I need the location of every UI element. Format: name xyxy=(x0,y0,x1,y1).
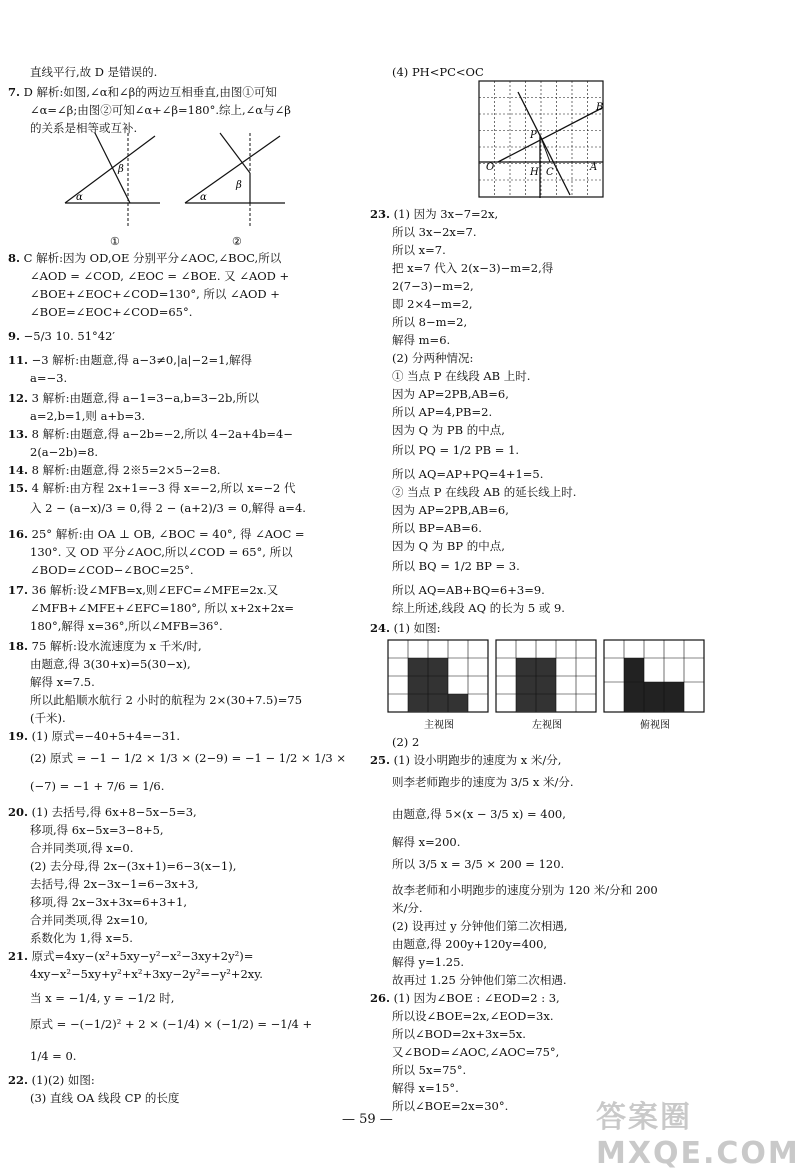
text-line: 合并同类项,得 x=0. xyxy=(30,841,134,855)
text-line: 所以 5x=75°. xyxy=(392,1063,467,1077)
text-line: ∠AOD = ∠COD, ∠EOC = ∠BOE. 又 ∠AOD + xyxy=(30,269,290,283)
text-line: 所以 AQ=AP+PQ=4+1=5. xyxy=(392,467,544,481)
text-line: 13. 8 解析:由题意,得 a−2b=−2,所以 4−2a+4b=4− xyxy=(8,427,293,441)
watermark xyxy=(596,1092,800,1171)
text-line: 所以 PQ = 1/2 PB = 1. xyxy=(392,443,520,457)
text-line: 米/分. xyxy=(392,901,423,915)
text-line: 所以∠BOD=2x+3x=5x. xyxy=(392,1027,526,1041)
text-line: 24. (1) 如图: xyxy=(370,621,441,635)
text-line: 所以 AQ=AB+BQ=6+3=9. xyxy=(392,583,545,597)
front-view xyxy=(388,640,488,731)
text-line: 所以∠BOE=2x=30°. xyxy=(392,1099,509,1113)
grid-label-h: H xyxy=(530,167,539,178)
page-number: — 59 — xyxy=(342,1112,393,1127)
text-line: 去括号,得 2x−3x−1=6−3x+3, xyxy=(30,877,199,891)
text-line: 直线平行,故 D 是错误的. xyxy=(30,65,158,79)
text-line: ② 当点 P 在线段 AB 的延长线上时. xyxy=(392,485,577,499)
grid-label-a: A xyxy=(590,162,598,173)
text-line: 即 2×4−m=2, xyxy=(392,297,473,311)
text-line: 合并同类项,得 2x=10, xyxy=(30,913,149,927)
text-line: 180°,解得 x=36°,所以∠MFB=36°. xyxy=(30,619,223,633)
grid-label-c: C xyxy=(546,167,554,178)
text-line: 130°. 又 OD 平分∠AOC,所以∠COD = 65°, 所以 xyxy=(30,545,293,559)
text-line: 因为 Q 为 BP 的中点, xyxy=(392,539,505,553)
grid-figure xyxy=(478,80,604,198)
text-line: 故李老师和小明跑步的速度分别为 120 米/分和 200 xyxy=(392,883,658,897)
text-line: 22. (1)(2) 如图: xyxy=(8,1073,95,1087)
beta-label-1: β xyxy=(118,164,124,175)
text-line: 由题意,得 200y+120y=400, xyxy=(392,937,548,951)
top-view-label: 俯视图 xyxy=(640,720,670,731)
text-line: (3) 直线 OA 线段 CP 的长度 xyxy=(30,1091,180,1105)
text-line: a=−3. xyxy=(30,371,68,385)
grid-label-b: B xyxy=(596,102,604,113)
text-line: ① 当点 P 在线段 AB 上时. xyxy=(392,369,531,383)
text-line: 12. 3 解析:由题意,得 a−1=3−a,b=3−2b,所以 xyxy=(8,391,260,405)
top-view xyxy=(604,640,704,731)
text-line: (4) PH<PC<OC xyxy=(392,65,484,79)
text-line: (千米). xyxy=(30,711,66,725)
text-line: 解得 x=7.5. xyxy=(30,675,95,689)
text-line: 所以 BQ = 1/2 BP = 3. xyxy=(392,559,520,573)
text-line: (2) 设再过 y 分钟他们第二次相遇, xyxy=(392,919,568,933)
text-line: 1/4 = 0. xyxy=(30,1049,77,1063)
text-line: 21. 原式=4xy−(x²+5xy−y²−x²−3xy+2y²)= xyxy=(8,949,254,963)
text-line: 2(a−2b)=8. xyxy=(30,445,99,459)
text-line: 所以此船顺水航行 2 小时的航程为 2×(30+7.5)=75 xyxy=(30,693,303,707)
text-line: 8. C 解析:因为 OD,OE 分别平分∠AOC,∠BOC,所以 xyxy=(8,251,282,265)
text-line: ∠α=∠β;由图②可知∠α+∠β=180°.综上,∠α与∠β xyxy=(30,103,291,117)
text-line: 所以 3x−2x=7. xyxy=(392,225,477,239)
left-view-label: 左视图 xyxy=(532,720,562,731)
text-line: 9. −5/3 10. 51°42′ xyxy=(8,329,116,343)
text-line: 所以 BP=AB=6. xyxy=(392,521,482,535)
text-line: a=2,b=1,则 a+b=3. xyxy=(30,409,146,423)
text-line: 综上所述,线段 AQ 的长为 5 或 9. xyxy=(392,601,565,615)
text-line: 23. (1) 因为 3x−7=2x, xyxy=(370,207,499,221)
text-line: 7. D 解析:如图,∠α和∠β的两边互相垂直,由图①可知 xyxy=(8,85,277,99)
watermark-text: 答案圈 MXQE.COM xyxy=(596,1100,800,1171)
text-line: 又∠BOD=∠AOC,∠AOC=75°, xyxy=(392,1045,560,1059)
text-line: 移项,得 2x−3x+3x=6+3+1, xyxy=(30,895,188,909)
text-line: 14. 8 解析:由题意,得 2※5=2×5−2=8. xyxy=(8,463,221,477)
grid-label-p: P xyxy=(530,130,537,141)
text-line: 由题意,得 3(30+x)=5(30−x), xyxy=(30,657,191,671)
text-line: 25. (1) 设小明跑步的速度为 x 米/分, xyxy=(370,753,562,767)
text-line: 则李老师跑步的速度为 3/5 x 米/分. xyxy=(392,775,574,789)
front-view-label: 主视图 xyxy=(424,720,454,731)
text-line: 所以 3/5 x = 3/5 × 200 = 120. xyxy=(392,857,565,871)
text-line: 解得 m=6. xyxy=(392,333,451,347)
text-line: 15. 4 解析:由方程 2x+1=−3 得 x=−2,所以 x=−2 代 xyxy=(8,481,296,495)
text-line: 所以 x=7. xyxy=(392,243,446,257)
text-line: 因为 Q 为 PB 的中点, xyxy=(392,423,505,437)
text-line: (2) 2 xyxy=(392,735,420,749)
angle-figures xyxy=(60,128,290,248)
text-line: 由题意,得 5×(x − 3/5 x) = 400, xyxy=(392,807,566,821)
text-line: 26. (1) 因为∠BOE : ∠EOD=2 : 3, xyxy=(370,991,560,1005)
text-line: 20. (1) 去括号,得 6x+8−5x−5=3, xyxy=(8,805,197,819)
text-line: 17. 36 解析:设∠MFB=x,则∠EFC=∠MFE=2x.又 xyxy=(8,583,279,597)
text-line: (2) 去分母,得 2x−(3x+1)=6−3(x−1), xyxy=(30,859,237,873)
text-line: 19. (1) 原式=−40+5+4=−31. xyxy=(8,729,180,743)
text-line: 18. 75 解析:设水流速度为 x 千米/时, xyxy=(8,639,202,653)
text-line: 原式 = −(−1/2)² + 2 × (−1/4) × (−1/2) = −1/4 + xyxy=(30,1017,313,1031)
text-line: (2) 分两种情况: xyxy=(392,351,474,365)
text-line: (−7) = −1 + 7/6 = 1/6. xyxy=(30,779,165,793)
left-view xyxy=(496,640,596,731)
text-line: 4xy−x²−5xy+y²+x²+3xy−2y²=−y²+2xy. xyxy=(30,967,263,981)
text-line: 当 x = −1/4, y = −1/2 时, xyxy=(30,991,175,1005)
text-line: 16. 25° 解析:由 OA ⊥ OB, ∠BOC = 40°, 得 ∠AOC = xyxy=(8,527,305,541)
text-line: 因为 AP=2PB,AB=6, xyxy=(392,503,509,517)
figure-1-label: ① xyxy=(110,235,120,248)
text-line: 所以 AP=4,PB=2. xyxy=(392,405,493,419)
text-line: ∠BOE+∠EOC+∠COD=130°, 所以 ∠AOD + xyxy=(30,287,280,301)
three-views-figure xyxy=(386,638,706,732)
text-line: 11. −3 解析:由题意,得 a−3≠0,|a|−2=1,解得 xyxy=(8,353,253,367)
text-line: 2(7−3)−m=2, xyxy=(392,279,474,293)
text-line: 解得 y=1.25. xyxy=(392,955,465,969)
text-line: 所以 8−m=2, xyxy=(392,315,468,329)
text-line: ∠BOD=∠COD−∠BOC=25°. xyxy=(30,563,194,577)
text-line: 所以设∠BOE=2x,∠EOD=3x. xyxy=(392,1009,554,1023)
text-line: 因为 AP=2PB,AB=6, xyxy=(392,387,509,401)
text-line: 解得 x=15°. xyxy=(392,1081,459,1095)
text-line: 入 2 − (a−x)/3 = 0,得 2 − (a+2)/3 = 0,解得 a=4. xyxy=(30,501,306,515)
text-line: ∠MFB+∠MFE+∠EFC=180°, 所以 x+2x+2x= xyxy=(30,601,295,615)
text-line: 的关系是相等或互补. xyxy=(30,121,138,135)
text-line: ∠BOE=∠EOC+∠COD=65°. xyxy=(30,305,193,319)
alpha-label-2: α xyxy=(200,192,207,203)
text-line: 移项,得 6x−5x=3−8+5, xyxy=(30,823,164,837)
alpha-label-1: α xyxy=(76,192,83,203)
text-line: 解得 x=200. xyxy=(392,835,461,849)
text-line: (2) 原式 = −1 − 1/2 × 1/3 × (2−9) = −1 − 1/2 × 1/3 × xyxy=(30,751,347,765)
figure-2-label: ② xyxy=(232,235,242,248)
text-line: 系数化为 1,得 x=5. xyxy=(30,931,133,945)
beta-label-2: β xyxy=(236,180,242,191)
text-line: 把 x=7 代入 2(x−3)−m=2,得 xyxy=(392,261,554,275)
grid-label-o: O xyxy=(486,162,495,173)
text-line: 故再过 1.25 分钟他们第二次相遇. xyxy=(392,973,567,987)
